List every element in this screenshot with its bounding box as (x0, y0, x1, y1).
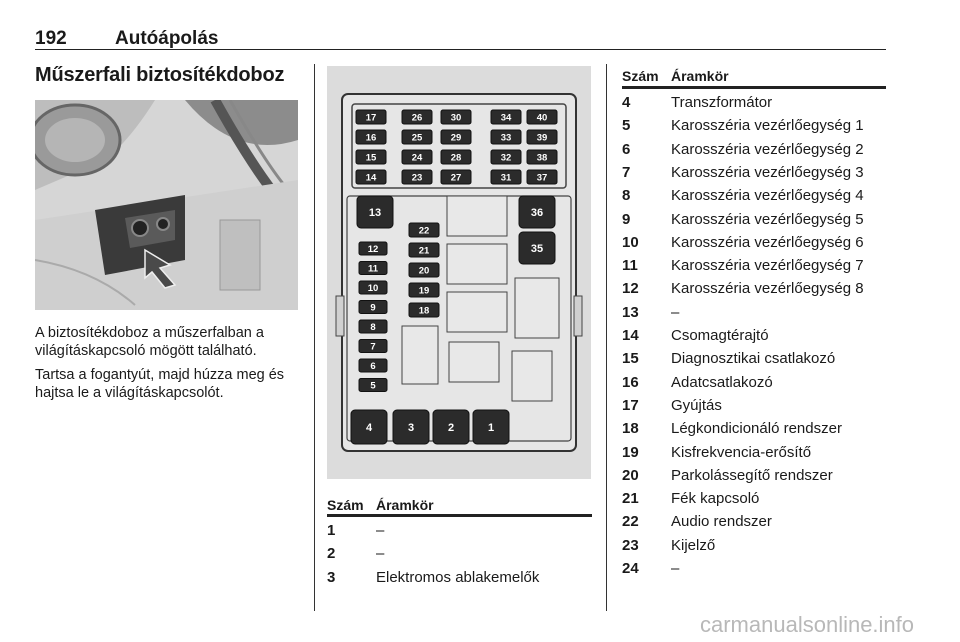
fuse-30 (441, 110, 471, 124)
table-row-number: 21 (622, 490, 639, 508)
fuse-35 (519, 232, 555, 264)
page-number: 192 (35, 28, 67, 49)
fuse-label: 39 (536, 132, 548, 144)
fuse-label: 18 (418, 305, 430, 317)
header-rule (35, 49, 886, 50)
table-row-circuit: Légkondicionáló rendszer (671, 420, 842, 438)
fuse-label: 36 (530, 207, 544, 219)
dashboard-photo (35, 100, 298, 310)
fuse-27 (441, 170, 471, 184)
fuse-label: 22 (418, 225, 430, 237)
table-row-number: 1 (327, 522, 336, 539)
watermark: carmanualsonline.info (700, 612, 915, 637)
fuse-1 (473, 410, 509, 444)
fuse-label: 34 (500, 112, 512, 124)
table-row-number: 18 (622, 420, 639, 438)
fuse-label: 23 (411, 172, 423, 184)
table-row-circuit: Karosszéria vezérlőegység 6 (671, 233, 864, 251)
fuse-label: 38 (536, 152, 548, 164)
fuse-label: 3 (407, 422, 415, 434)
fuse-label: 4 (365, 422, 373, 434)
fuse-label: 11 (367, 263, 379, 275)
fuse-13 (357, 196, 393, 228)
fuse-10 (359, 281, 387, 294)
paragraph-instructions: Tartsa a fogantyút, majd húzza meg és hajtsa le a világításkapcsolót. (35, 367, 285, 401)
fuse-4 (351, 410, 387, 444)
column-divider (314, 64, 315, 611)
fuse-23 (402, 170, 432, 184)
table-header-number: Szám (622, 68, 659, 84)
fuse-11 (359, 262, 387, 275)
fuse-label: 30 (450, 112, 462, 124)
fuse-40 (527, 110, 557, 124)
fuse-34 (491, 110, 521, 124)
fuse-label: 20 (418, 265, 430, 277)
fuse-label: 26 (411, 112, 423, 124)
table-row-circuit: Karosszéria vezérlőegység 4 (671, 187, 864, 205)
fuse-8 (359, 320, 387, 333)
fuse-18 (409, 303, 439, 317)
table-row-number: 3 (327, 568, 336, 586)
fuse-28 (441, 150, 471, 164)
table-row-circuit: – (671, 560, 680, 577)
table-row-circuit: – (671, 303, 680, 321)
table-row-circuit: – (376, 545, 385, 563)
fuse-label: 12 (367, 244, 379, 255)
fuse-label: 29 (450, 132, 462, 144)
table-row-number: 15 (622, 350, 639, 368)
table-row-number: 9 (622, 210, 631, 228)
table-row-circuit: Audio rendszer (671, 513, 772, 531)
fuse-label: 19 (418, 285, 430, 297)
column-divider (606, 64, 607, 611)
fuse-31 (491, 170, 521, 184)
fuse-15 (356, 150, 386, 164)
table-row-circuit: Karosszéria vezérlőegység 7 (671, 257, 864, 275)
fuse-label: 27 (450, 172, 462, 184)
table-row-number: 7 (622, 163, 631, 181)
fuse-2 (433, 410, 469, 444)
table-row-circuit: Adatcsatlakozó (671, 373, 773, 391)
fuse-label: 37 (536, 172, 548, 184)
table-row-number: 16 (622, 373, 639, 391)
table-row-circuit: Csomagtérajtó (671, 327, 769, 344)
fuse-label: 10 (367, 283, 379, 294)
fuse-label: 2 (447, 422, 455, 434)
table-row-circuit: Karosszéria vezérlőegység 1 (671, 117, 864, 135)
fuse-39 (527, 130, 557, 144)
fuse-16 (356, 130, 386, 144)
table-row-circuit: Karosszéria vezérlőegység 2 (671, 140, 864, 158)
table-row-circuit: Kisfrekvencia-erősítő (671, 443, 812, 461)
table-row-circuit: Parkolássegítő rendszer (671, 466, 833, 484)
fuse-label: 28 (450, 152, 462, 164)
table-row-number: 11 (622, 257, 638, 275)
fuse-box-diagram (327, 66, 591, 479)
fuse-19 (409, 283, 439, 297)
fuse-14 (356, 170, 386, 184)
table-row-number: 4 (622, 94, 631, 111)
fuse-24 (402, 150, 432, 164)
fuse-7 (359, 340, 387, 353)
table-row-circuit: Gyújtás (671, 396, 722, 414)
table-row-number: 20 (622, 466, 639, 484)
table-header-rule (622, 86, 886, 89)
table-row-circuit: Karosszéria vezérlőegység 3 (671, 163, 864, 181)
fuse-label: 16 (365, 132, 377, 144)
fuse-label: 33 (500, 132, 512, 144)
table-row-number: 2 (327, 545, 336, 563)
fuse-label: 8 (370, 322, 376, 333)
fuse-29 (441, 130, 471, 144)
page-header (35, 28, 885, 50)
table-row-number: 19 (622, 443, 639, 461)
fuse-label: 25 (411, 132, 423, 144)
table-header-number: Szám (327, 497, 364, 513)
fuse-33 (491, 130, 521, 144)
fuse-label: 9 (370, 302, 376, 314)
table-row-number: 14 (622, 327, 639, 344)
table-header-rule (327, 514, 592, 517)
table-row-circuit: Elektromos ablakemelők (376, 568, 540, 586)
table-row-number: 23 (622, 536, 639, 554)
fuse-37 (527, 170, 557, 184)
table-row-number: 5 (622, 117, 631, 135)
fuse-label: 5 (370, 380, 376, 392)
section-title: Műszerfali biztosítékdoboz (35, 64, 285, 86)
table-row-number: 24 (622, 560, 639, 577)
fuse-22 (409, 223, 439, 237)
fuse-label: 40 (536, 112, 548, 124)
table-row-number: 13 (622, 303, 639, 321)
fuse-6 (359, 359, 387, 372)
fuse-label: 21 (418, 245, 430, 257)
fuse-label: 13 (368, 207, 382, 219)
fuse-5 (359, 379, 387, 392)
chapter-title: Autóápolás (115, 28, 219, 49)
table-row-circuit: Karosszéria vezérlőegység 8 (671, 280, 864, 298)
table-row-number: 12 (622, 280, 639, 298)
fuse-9 (359, 301, 387, 314)
fuse-label: 17 (365, 112, 377, 124)
table-row-circuit: Diagnosztikai csatlakozó (671, 350, 836, 368)
fuse-3 (393, 410, 429, 444)
table-row-circuit: Transzformátor (671, 94, 773, 111)
fuse-26 (402, 110, 432, 124)
table-header-circuit: Áramkör (671, 68, 729, 84)
table-row-number: 6 (622, 140, 631, 158)
fuse-label: 6 (370, 361, 376, 372)
fuse-36 (519, 196, 555, 228)
fuse-label: 35 (530, 243, 544, 255)
fuse-label: 31 (500, 172, 512, 184)
fuse-20 (409, 263, 439, 277)
table-header-circuit: Áramkör (376, 497, 434, 513)
fuse-32 (491, 150, 521, 164)
fuse-25 (402, 130, 432, 144)
paragraph-location: A biztosítékdoboz a műszerfalban a világításkapcsoló mögött található. (35, 325, 264, 359)
table-row-number: 10 (622, 233, 639, 251)
fuse-21 (409, 243, 439, 257)
table-row-circuit: Kijelző (671, 536, 716, 554)
fuse-label: 32 (500, 152, 512, 164)
table-row-circuit: Karosszéria vezérlőegység 5 (671, 210, 864, 228)
table-row-circuit: Fék kapcsoló (671, 490, 760, 508)
table-row-number: 17 (622, 396, 639, 414)
fuse-38 (527, 150, 557, 164)
fuse-12 (359, 242, 387, 255)
fuse-17 (356, 110, 386, 124)
fuse-label: 15 (365, 152, 377, 164)
table-row-number: 8 (622, 187, 631, 205)
fuse-label: 7 (370, 341, 376, 353)
fuse-label: 1 (487, 422, 495, 434)
table-row-number: 22 (622, 513, 639, 531)
table-row-circuit: – (376, 522, 385, 539)
fuse-label: 24 (411, 152, 423, 164)
fuse-label: 14 (365, 172, 377, 184)
